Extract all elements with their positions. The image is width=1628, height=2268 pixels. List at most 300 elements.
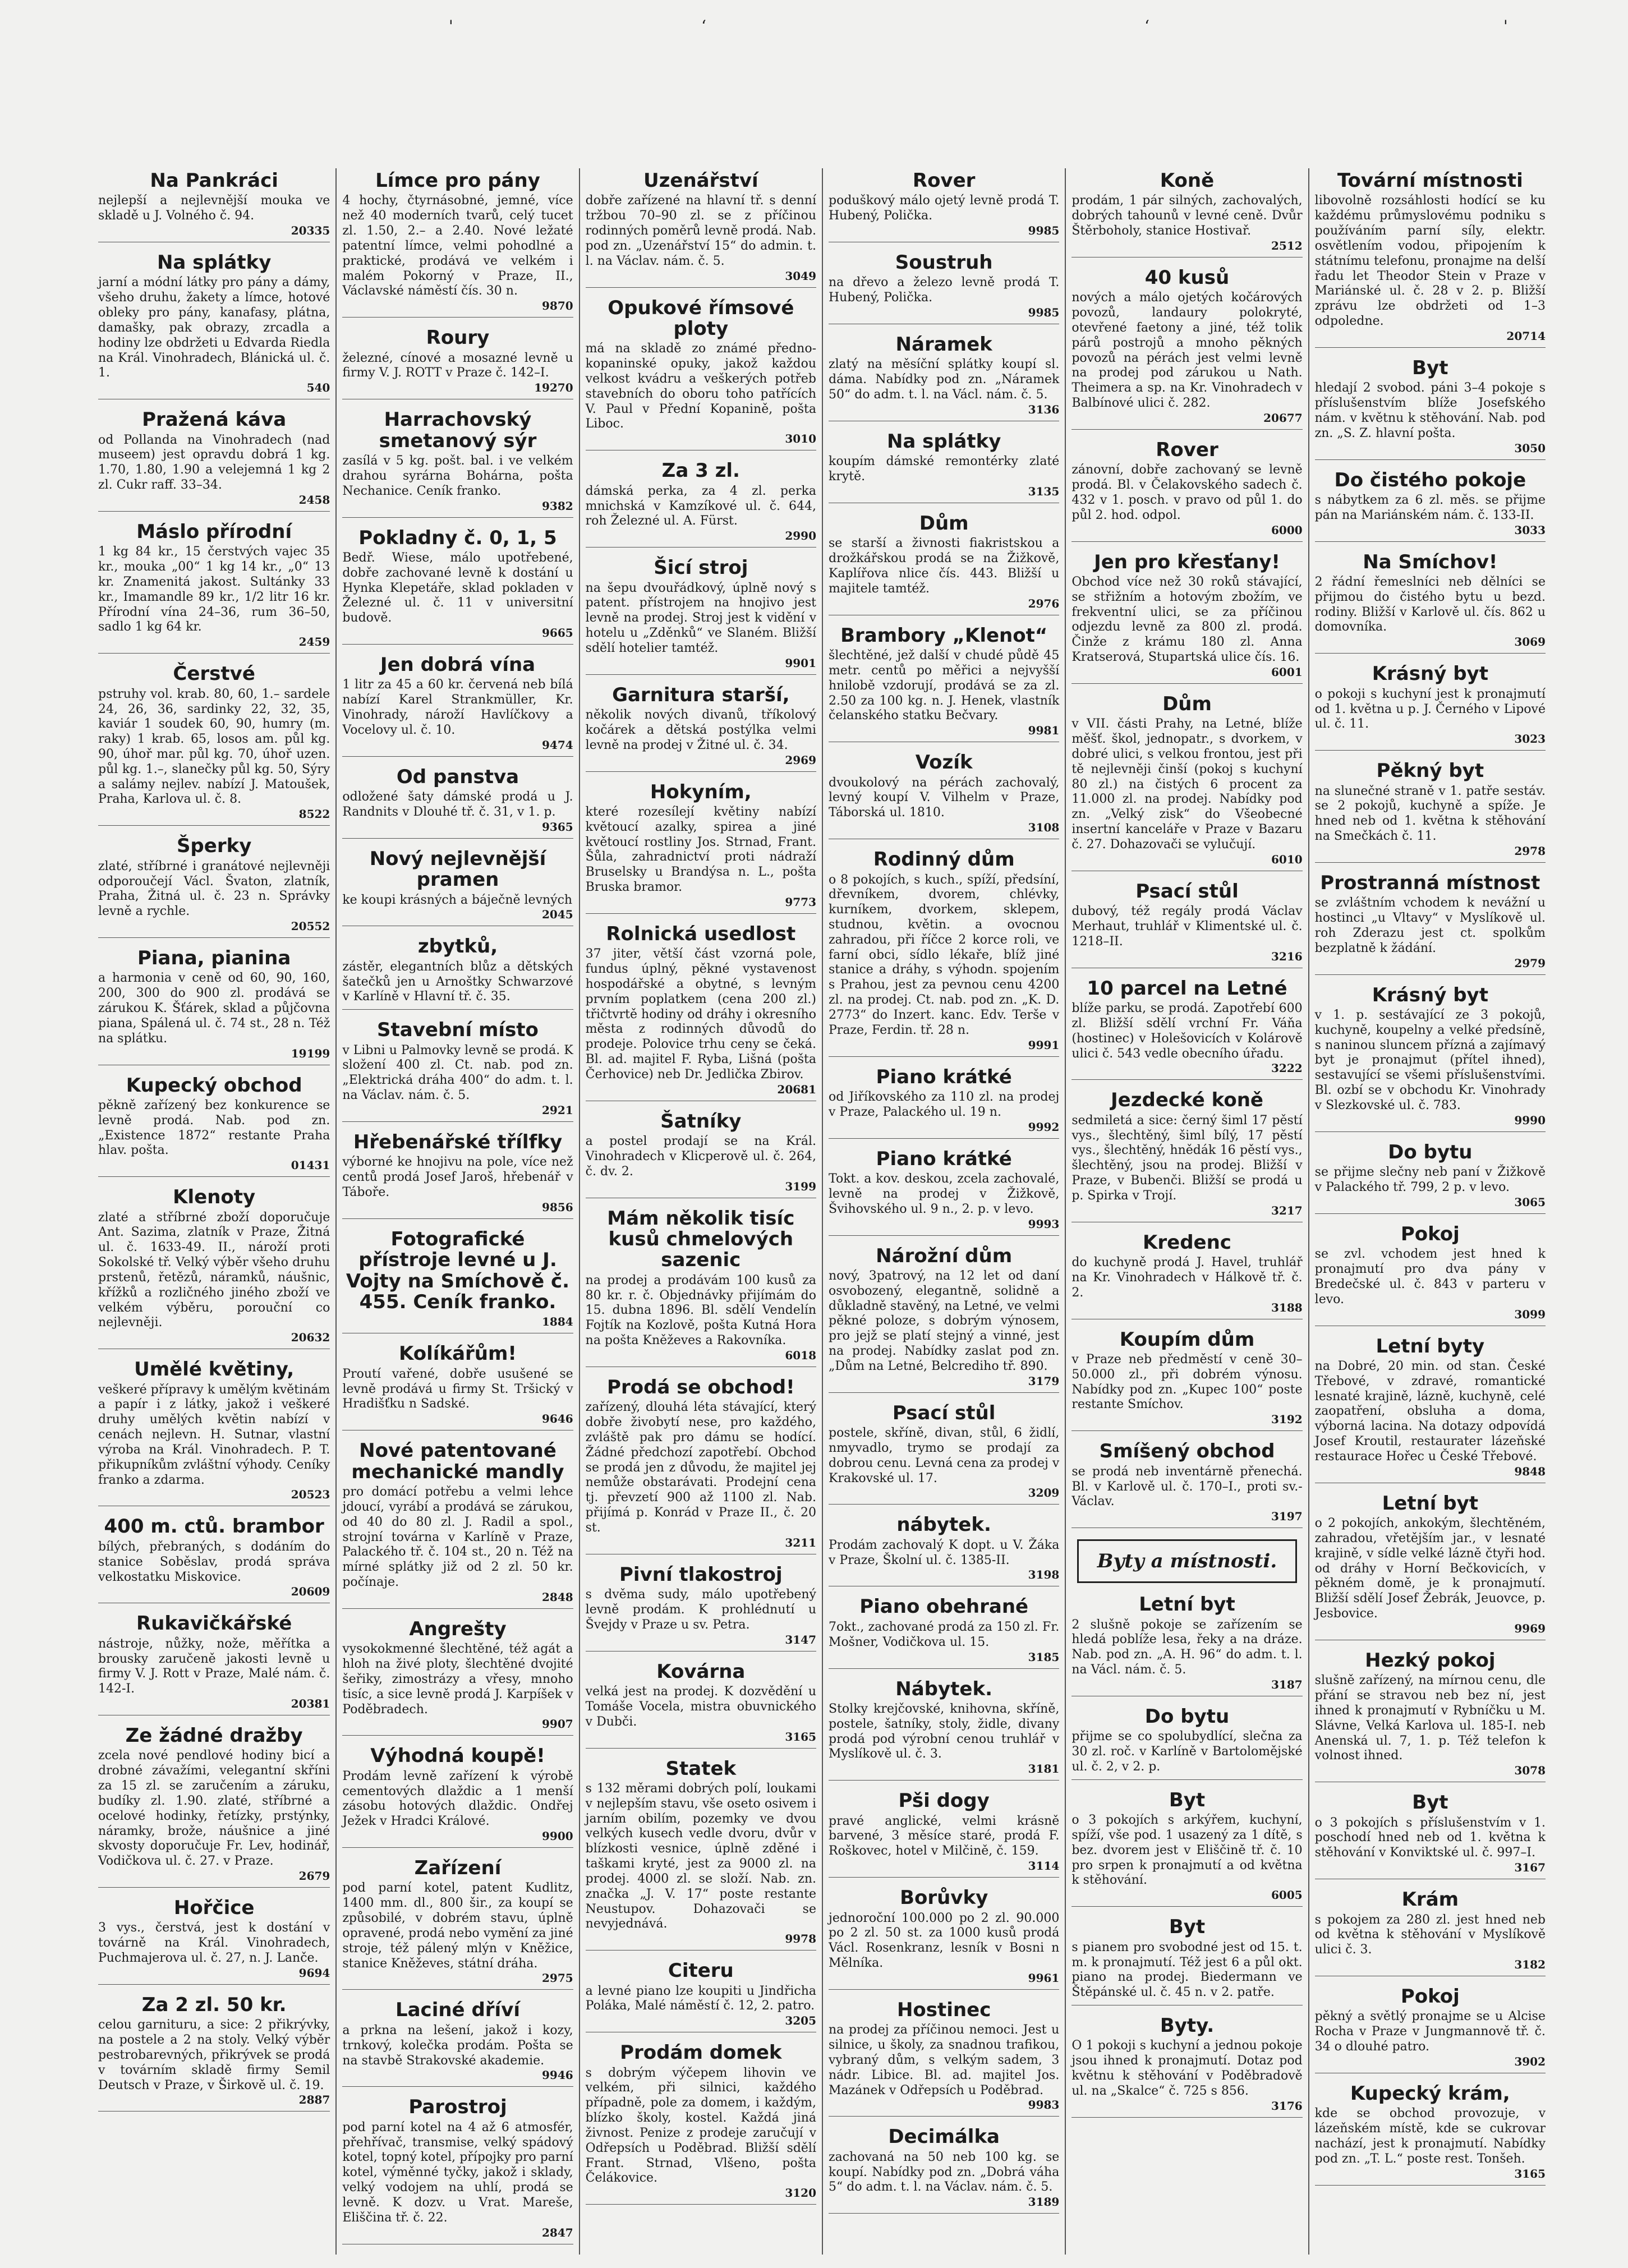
- classified-ad: [829, 1597, 1059, 1668]
- classified-ad: [98, 1726, 330, 1888]
- classified-ad: [1315, 761, 1546, 863]
- ad-text: zlatý na měsíční splátky koupí sl. dáma. Nabídky pod zn. „Náramek 50“ do adm. t. l. na Václ. nám. č. 5.: [829, 357, 1060, 402]
- ad-reference-number: 20523: [291, 1488, 330, 1502]
- classified-ad: [586, 171, 816, 288]
- ad-title: Prodám domek: [620, 2041, 782, 2064]
- classified-ad: [829, 849, 1059, 1057]
- ad-title: Tovární místnosti: [1337, 169, 1523, 192]
- ad-reference-number: 9991: [1028, 1038, 1060, 1052]
- ad-text: Prodám levně zařízení k výrobě cementových dlaždic a 1 menší zásobu hotových dlaždic. Ondřej Ježek v Hradci Králové.: [342, 1769, 573, 1829]
- ad-title: Statek: [665, 1757, 737, 1780]
- ad-reference-number: 2990: [785, 529, 816, 543]
- ad-reference-number: 9961: [1028, 1971, 1060, 1985]
- ad-reference-number: 2979: [1514, 956, 1546, 970]
- ad-reference-number: 9993: [1028, 1217, 1060, 1231]
- ad-text: 37 jiter, větší část vzorná pole, fundus úplný, pěkné vystavenost hospodářské a obytné, s levným prvním poplatkem (cena 200 zl.) třičtvrtě hodiny od dráhy i okresního města z rodinných důvodů do prodeje. Polovice trhu ceny se čeká. Bl. ad. majitel F. Ryba, Lišná (pošta Čerhovice) neb Dr. Jedlička Zbirov.: [585, 947, 816, 1082]
- ad-text: o 3 pokojích s arkýřem, kuchyní, spíží, vše pod. 1 usazený za 1 dítě, s bez. dvorem jest v Eliščině tř. č. 10 pro srpen k pronajmutí a od května k stěhování.: [1071, 1813, 1303, 1888]
- ad-title: Parostroj: [408, 2096, 507, 2119]
- ad-reference-number: 3199: [785, 1179, 816, 1193]
- ad-text: Proutí vařené, dobře usušené se levně prodává u firmy St. Tršický v Hradišťku n Sadské.: [342, 1367, 573, 1411]
- ad-reference-number: 9474: [541, 738, 573, 752]
- ad-reference-number: 20381: [291, 1697, 330, 1711]
- ad-reference-number: 8522: [298, 807, 330, 821]
- classified-ad: [586, 461, 816, 548]
- ad-reference-number: 3209: [1028, 1486, 1060, 1500]
- ad-text: na Dobré, 20 min. od stan. České Třebové, v zdravé, romantické lesnaté krajině, lázně, kuchyně, celé zaopatření, obsluha a doma, výborná lacina. Na dotazy odpovídá Josef Kroutil, restaurater lázeňské restaurace Hořec u České Třebové.: [1314, 1359, 1546, 1464]
- classified-ad: [98, 1516, 330, 1603]
- ad-title: Zařízení: [414, 1857, 502, 1880]
- ad-reference-number: 3181: [1028, 1762, 1060, 1776]
- ad-reference-number: 9382: [541, 499, 573, 513]
- ad-title: Piano krátké: [876, 1065, 1012, 1088]
- ad-title: Za 2 zl. 50 kr.: [141, 1993, 287, 2016]
- ad-reference-number: 6000: [1271, 523, 1303, 537]
- classified-ad: [1071, 440, 1302, 542]
- classified-ad: [342, 655, 573, 757]
- ad-reference-number: 3078: [1514, 1764, 1546, 1778]
- classified-ad: [1315, 1889, 1546, 1976]
- ad-reference-number: 9983: [1028, 2098, 1060, 2112]
- ad-reference-number: 3189: [1028, 2195, 1060, 2209]
- ad-text: pro domácí potřebu a velmi lehce jdoucí, vyrábí a prodává se zárukou, od 40 do 80 zl. J. Radil a spol., strojní továrna v Karlíně v Praze, Palackého tř. č. 104 st., 20 n. Též na mírné splátky již od 2 zl. 50 kr. počínaje.: [342, 1485, 573, 1590]
- ad-text: výborné ke hnojivu na pole, více než centů prodá Josef Jaroš, hřebenář v Táboře.: [342, 1155, 573, 1200]
- ad-reference-number: 3188: [1271, 1300, 1303, 1314]
- ad-reference-number: 3222: [1271, 1061, 1303, 1075]
- ad-text: jarní a módní látky pro pány a dámy, všeho druhu, žakety a límce, hotové obleky pro pány, kanafasy, plátna, damašky, pak obrazy, zrcadla a hodiny lze obdržeti u Edvarda Riedla na Král. Vinohradech, Blánická ul. č. 1.: [98, 275, 330, 380]
- ad-reference-number: 6005: [1271, 1888, 1303, 1902]
- ad-title: Rukavičkářské: [136, 1612, 292, 1635]
- ad-reference-number: 9992: [1028, 1120, 1060, 1134]
- ad-reference-number: 20552: [291, 919, 330, 933]
- classified-ad: [1071, 171, 1302, 257]
- ad-text: pravé anglické, velmi krásně barvené, 3 měsíce staré, prodá F. Roškovec, hotel v Milčině, č. 159.: [829, 1814, 1060, 1858]
- ad-title: Letní byt: [1139, 1593, 1235, 1616]
- ad-title: Vozík: [915, 751, 973, 774]
- ad-title: Rolnická usedlost: [606, 922, 796, 945]
- classified-ad: [1071, 978, 1302, 1080]
- ad-text: se přijme slečny neb paní v Žižkově v Palackého tř. 799, 2 p. v levo.: [1314, 1165, 1546, 1194]
- ad-title: Pivní tlakostroj: [619, 1563, 783, 1586]
- ad-text: veškeré přípravy k umělým květinám a papír i z látky, jakož i veškeré druhy umělých květin nabízí v cenách nejlevn. H. Sutnar, vlastní výroba na Král. Vinohradech. P. T. přikupníkům zvláštní výhody. Ceníky franko a zdarma.: [98, 1382, 330, 1487]
- ad-title: Brambory „Klenot“: [840, 624, 1048, 647]
- ad-text: prodám, 1 pár silných, zachovalých, dobrých tahounů v levné ceně. Dvůr Štěrboholy, stanice Hostivař.: [1071, 194, 1303, 238]
- ad-title: Mám několik tisíc kusů chmelových sazenic: [607, 1207, 795, 1272]
- ad-column: [1308, 168, 1551, 2255]
- ad-title: Byt: [1412, 1791, 1448, 1814]
- classified-ad: [342, 1344, 573, 1430]
- ad-text: s pokojem za 280 zl. jest hned neb od května k stěhování v Myslíkově ulici č. 3.: [1314, 1912, 1546, 1957]
- classified-ad: [1315, 171, 1546, 348]
- classified-ad: [98, 171, 330, 242]
- ad-text: zasílá v 5 kg. pošt. bal. i ve velkém drahou syrárna Bohárna, pošta Nechanice. Ceník franko.: [342, 454, 573, 498]
- ad-text: a harmonia v ceně od 60, 90, 160, 200, 300 do 900 zl. prodává se zárukou K. Šťárek, sklad a půjčovna piana, Spálená ul. č. 74 st., 28 n. Též na splátku.: [98, 971, 330, 1046]
- classified-ad: [829, 171, 1059, 242]
- ad-reference-number: 20677: [1263, 411, 1303, 425]
- classified-ad: [1315, 1986, 1546, 2073]
- classified-ad: [342, 1858, 573, 1990]
- classified-ad: [1071, 694, 1302, 871]
- ad-text: dámská perka, za 4 zl. perka mnichská v Kamzíkové ul. č. 644, roh Železné ul. A. Fürst.: [585, 484, 816, 528]
- ad-title: Šatníky: [660, 1110, 742, 1133]
- classified-ad: [98, 1898, 330, 1985]
- classified-ad: [586, 1961, 816, 2032]
- ad-reference-number: 9900: [541, 1829, 573, 1843]
- ad-column: [1065, 168, 1308, 2255]
- classified-ad: [98, 1613, 330, 1715]
- ad-reference-number: 2045: [541, 908, 573, 922]
- ad-reference-number: 6018: [785, 1348, 816, 1362]
- ad-title: Kupecký obchod: [126, 1074, 302, 1097]
- classified-ad: [98, 522, 330, 654]
- ad-title: Nábytek.: [895, 1677, 993, 1700]
- ad-title: Do čistého pokoje: [1334, 468, 1526, 491]
- classified-ad: [1071, 1790, 1302, 1907]
- ad-text: s nábytkem za 6 zl. měs. se přijme pán na Mariánském nám. č. 133-II.: [1314, 493, 1546, 522]
- ad-title: Nové patentované mechanické mandly: [351, 1439, 564, 1483]
- ad-title: Psací stůl: [892, 1401, 996, 1424]
- classified-ad: [1315, 2083, 1546, 2186]
- ad-title: Hostinec: [896, 1998, 991, 2021]
- classified-ad: [829, 752, 1059, 839]
- ad-reference-number: 3065: [1514, 1195, 1546, 1209]
- classified-ad: [829, 1515, 1059, 1586]
- ad-text: s pianem pro svobodné jest od 15. t. m. k pronajmutí. Též jest 6 a půl okt. piano na prodej. Biedermann ve Štěpánské ul. č. 45 n. v 2. patře.: [1071, 1940, 1303, 2000]
- ad-title: Hořčice: [173, 1897, 255, 1920]
- ad-reference-number: 9985: [1028, 306, 1060, 320]
- ad-reference-number: 9870: [541, 299, 573, 313]
- ad-text: Bedř. Wiese, málo upotřebené, dobře zachované levně k dostání u Hynka Klepetáře, sklad pokladen v Železné ul. č. 11 v universitní budově.: [342, 550, 573, 625]
- ad-reference-number: 3197: [1271, 1510, 1303, 1524]
- ad-column: [579, 168, 822, 2255]
- ad-reference-number: 9856: [541, 1200, 573, 1214]
- ad-text: zánovní, dobře zachovaný se levně prodá. Bl. v Čelakovského sadech č. 432 v 1. posch. v pravo od půl 1. do půl 2. hod. odpol.: [1071, 463, 1303, 522]
- classified-ad: [98, 836, 330, 938]
- classified-ad: [342, 1746, 573, 1848]
- ad-column: [335, 168, 578, 2255]
- classified-ad: [98, 410, 330, 512]
- classified-ad: [829, 1246, 1059, 1393]
- ad-text: na prodej a prodávám 100 kusů za 80 kr. r. č. Objednávky přijímám do 15. dubna 1896. Bl. sdělí Vendelín Fojtík na Kozlově, pošta Kutná Hora na pošta Kněževes a Rakovníka.: [585, 1273, 816, 1348]
- ad-text: se zvláštním vchodem k nevážní u hostinci „u Vltavy“ v Myslíkově ul. roh Zderazu jest ct. spolkům bezplatně k žádání.: [1314, 896, 1546, 955]
- ad-text: dvoukolový na pérách zachovalý, levný koupí V. Vilhelm v Praze, Táborská ul. 1810.: [829, 775, 1060, 820]
- classified-ad: [829, 334, 1059, 421]
- ad-title: Kovárna: [656, 1660, 746, 1683]
- ad-title: 400 m. ctů. brambor: [104, 1515, 324, 1538]
- ad-reference-number: 20632: [291, 1331, 330, 1345]
- classified-ad: [1315, 1224, 1546, 1326]
- ad-reference-number: 2847: [541, 2225, 573, 2239]
- ad-text: a prkna na lešení, jakož i kozy, trnkový, kolečka prodám. Pošta se na stavbě Strakovské akademie.: [342, 2023, 573, 2068]
- ad-reference-number: 9981: [1028, 724, 1060, 738]
- classified-ad: [1315, 470, 1546, 542]
- classified-ad: [342, 1619, 573, 1736]
- ad-text: a levné piano lze koupiti u Jindřicha Poláka, Malé náměstí č. 12, 2. patro.: [585, 1984, 816, 2013]
- classified-ad: [1071, 552, 1302, 684]
- ad-reference-number: 3182: [1514, 1958, 1546, 1971]
- classified-ad: [586, 1111, 816, 1198]
- classified-ad: [1071, 1706, 1302, 1780]
- ad-text: v 1. p. sestávající ze 3 pokojů, kuchyně, koupelny a velké předsíně, s naninou sluncem přízná a zajímavý byt je pronajmut (přítel ihned), sestavující se všemi příslušenstvími. Bl. ozbí se v obchodu Kr. Vinohrady v Slezkovské ul. č. 783.: [1314, 1008, 1546, 1112]
- classified-ad: [586, 1759, 816, 1951]
- ad-reference-number: 9665: [541, 626, 573, 640]
- ad-reference-number: 3205: [785, 2014, 816, 2028]
- ad-text: hledají 2 svobod. páni 3–4 pokoje s příslušenstvím blíže Josefského nám. v květnu k stěhování. Nab. pod zn. „S. Z. hlavní pošta.: [1314, 381, 1546, 440]
- classified-ad: [342, 1132, 573, 1219]
- ad-title: Dům: [919, 512, 969, 535]
- classified-ad: [586, 558, 816, 675]
- ad-text: o 2 pokojích, ankokým, šlechtěném, zahradou, vřetějším jar., v lesnaté krajině, v sídle velké lázně čtyři hod. od dráhy v Horní Bečkovicích, v pěkném domě, je k pronajmutí. Bližší sdělí Josef Žebrák, Jeuovce, p. Jesbovice.: [1314, 1516, 1546, 1621]
- classified-ad: [1315, 1142, 1546, 1214]
- ad-reference-number: 1884: [541, 1315, 573, 1329]
- classified-ad: [829, 431, 1059, 503]
- ad-text: zařízený, dlouhá léta stávající, který dobře živobytí nese, pro každého, zvláště pak pro dámu se hodící. Žádné předchozí zapotřebí. Obchod se prodá jen z důvodu, že majitel jej nemůže obstarávati. Prodejní cena tj. převzetí 900 až 1100 zl. Nab. přijímá p. Konrád v Praze II., č. 20 st.: [585, 1400, 816, 1535]
- ad-text: pod parní kotel na 4 až 6 atmosfér, přehřívač, transmise, velký spádový kotel, topný kotel, přípojky pro parní kotel, výměnné tyčky, jakož i sklady, velký vodojem na uhlí, prodá se levně. K dozv. u Vrat. Mareše, Eliščina tř. č. 22.: [342, 2120, 573, 2225]
- ad-title: Decimálka: [888, 2126, 1000, 2149]
- ad-reference-number: 2848: [541, 1590, 573, 1604]
- classified-ad: [829, 2000, 1059, 2117]
- classified-ad: [586, 924, 816, 1101]
- ad-text: 1 litr za 45 a 60 kr. červená neb bílá nabízí Karel Strankmüller, Kr. Vinohrady, nároží Havlíčkovy a Vocelovy ul. č. 10.: [342, 678, 573, 737]
- ad-reference-number: 2679: [298, 1869, 330, 1883]
- ad-reference-number: 2976: [1028, 596, 1060, 610]
- ad-title: Dům: [1162, 692, 1212, 715]
- ad-title: 10 parcel na Letné: [1087, 977, 1287, 1000]
- ad-text: šlechtěné, jež další v chudé půdě 45 metr. centů po měřici a nejvyšší hnilobě vzdorují, prodává se za zl. 2.50 za 100 kg. n. J. Henek, vlastník čelanského statku Bečvary.: [829, 648, 1060, 723]
- classified-ad: [1315, 985, 1546, 1132]
- classified-ad: [342, 328, 573, 399]
- ad-reference-number: 2512: [1271, 238, 1303, 252]
- classified-ad: [586, 298, 816, 451]
- ad-title: Uzenářství: [643, 169, 758, 192]
- classified-ad: [1071, 2016, 1302, 2118]
- ad-reference-number: 9901: [785, 656, 816, 670]
- ad-reference-number: 9907: [541, 1717, 573, 1731]
- ad-text: velká jest na prodej. K dozvědění u Tomáše Vocela, mistra obuvnického v Dubči.: [585, 1685, 816, 1729]
- ad-title: Letní byty: [1376, 1335, 1485, 1358]
- ad-text: Stolky krejčovské, knihovna, skříně, postele, šatníky, stoly, židle, divany prodá pod výrobní cenou truhlář v Myslíkově ul. č. 3.: [829, 1701, 1060, 1761]
- classified-ad: [98, 1187, 330, 1349]
- ad-title: Hezký pokoj: [1365, 1649, 1496, 1672]
- classified-ad: [98, 1359, 330, 1506]
- ad-reference-number: 3185: [1028, 1650, 1060, 1664]
- ad-title: Od panstva: [396, 765, 519, 788]
- ad-reference-number: 3167: [1514, 1861, 1546, 1875]
- ad-reference-number: 2458: [298, 493, 330, 507]
- classified-ad: [342, 1020, 573, 1122]
- ad-title: Do bytu: [1388, 1140, 1473, 1163]
- ad-title: Psací stůl: [1135, 880, 1239, 903]
- ad-reference-number: 2459: [298, 635, 330, 649]
- ad-title: Náramek: [895, 333, 992, 356]
- ad-title: Soustruh: [895, 251, 993, 274]
- ad-title: Límce pro pány: [375, 169, 540, 192]
- ad-reference-number: 2978: [1514, 844, 1546, 858]
- ad-text: postele, skříně, divan, stůl, 6 židlí, nmyvadlo, trymo se prodají za dobrou cenu. Levná cena za prodej v Krakovské ul. 17.: [829, 1426, 1060, 1485]
- classified-ad: [98, 1995, 330, 2112]
- ad-title: Piano obehrané: [859, 1595, 1029, 1618]
- ad-text: přijme se co spolubydlící, slečna za 30 zl. roč. v Karlíně v Bartolomějské ul. č. 2, v 2. p.: [1071, 1729, 1303, 1774]
- ad-text: O 1 pokoji s kuchyní a jednou pokoje jsou ihned k pronajmutí. Dotaz pod květnu k stěhování v Poděbradově ul. na „Skalce“ č. 725 s 856.: [1071, 2039, 1303, 2098]
- classified-ad: [1071, 881, 1302, 968]
- ad-text: od Jiříkovského za 110 zl. na prodej v Praze, Palackého ul. 19 n.: [829, 1090, 1060, 1119]
- ad-title: Fotografické přístroje levné u J. Vojty na Smíchově č. 455. Ceník franko.: [346, 1227, 570, 1314]
- ad-text: celou garnituru, a sice: 2 přikrývky, na postele a 2 na stoly. Velký výběr pestrobarevných, přikrývek se prodá v továrním skladě firmy Semil Deutsch v Praze, v Širkově ul. č. 19.: [98, 2018, 330, 2092]
- ad-reference-number: 6001: [1271, 665, 1303, 679]
- ad-reference-number: 9848: [1514, 1464, 1546, 1478]
- ad-reference-number: 3033: [1514, 523, 1546, 537]
- ad-reference-number: 3211: [785, 1535, 816, 1549]
- ad-reference-number: 3049: [785, 269, 816, 283]
- ad-text: má na skladě zo známé předno-kopaninské opuky, jakož každou velkost kvádru a veškerých potřeb stavebních do oboru toho patřících V. Paul v Přední Kopanině, pošta Liboc.: [585, 342, 816, 431]
- ad-text: dubový, též regály prodá Václav Merhaut, truhlář v Klimentské ul. č. 1218–II.: [1071, 904, 1303, 949]
- ad-title: Do bytu: [1144, 1705, 1230, 1728]
- classified-ad: [342, 171, 573, 318]
- ad-title: Rover: [1156, 438, 1218, 461]
- ad-reference-number: 3010: [785, 432, 816, 446]
- ad-text: několik nových divanů, tříkolový kočárek a dětská postýlka velmi levně na prodej v Žitné ul. č. 34.: [585, 708, 816, 752]
- ad-text: blíže parku, se prodá. Zapotřebí 600 zl. Bližší sdělí vrchní Fr. Váňa (hostinec) v Holešovicích v Kolárově ulici č. 543 vedle obecního úřadu.: [1071, 1001, 1303, 1061]
- ad-text: Prodám zachovalý K dopt. u V. Žáka v Praze, Školní ul. č. 1385-II.: [829, 1538, 1060, 1567]
- ad-title: Pši dogy: [898, 1789, 990, 1812]
- ad-reference-number: 9773: [785, 895, 816, 909]
- ad-title: Krásný byt: [1372, 663, 1488, 686]
- classified-ad: [342, 2000, 573, 2087]
- ad-reference-number: 3114: [1028, 1859, 1060, 1873]
- ad-title: Šperky: [176, 835, 252, 858]
- ad-text: slušně zařízený, na mírnou cenu, dle přání se stravou neb bez ní, jest ihned k pronajmutí v Rybníčku u M. Slávne, Velká Karlova ul. 185-I. neb Anenská ul. 7, 1. p. Též telefon k volnost ihned.: [1314, 1673, 1546, 1763]
- ad-reference-number: 3069: [1514, 635, 1546, 649]
- ad-text: se starší a živnosti fiakristskou a drožkářskou prodá se na Žižkově, Kaplířova nlice čís. 443. Bližší u majitele tamtéž.: [829, 536, 1060, 596]
- ad-title: Byt: [1169, 1788, 1206, 1811]
- classified-ad: [586, 1208, 816, 1367]
- ad-title: Na splátky: [157, 251, 272, 274]
- ad-title: Koně: [1160, 169, 1215, 192]
- ad-title: Šicí stroj: [654, 556, 748, 579]
- ad-column: [822, 168, 1065, 2255]
- ad-title: Stavební místo: [377, 1019, 539, 1042]
- ad-title: Jen pro křesťany!: [1094, 550, 1280, 573]
- ad-text: nový, 3patrový, na 12 let od daní osvobozený, elegantně, solidně a důkladně stavěný, na Letné, ve velmi pěkné poloze, s dobrým výnosem, pro jejž se platí stejný a vinné, jest na prodej. Nabídky zaslat pod zn. „Dům na Letné, Belcrediho tř. 890.: [829, 1268, 1060, 1373]
- ad-title: Krám: [1401, 1888, 1459, 1911]
- ad-reference-number: 3179: [1028, 1374, 1060, 1388]
- ad-reference-number: 2975: [541, 1971, 573, 1985]
- ad-text: 1 kg 84 kr., 15 čerstvých vajec 35 kr., mouka „00“ 1 kg 14 kr., „0“ 13 kr. Znamenitá jakost. Sultánky 33 kr., Imamandle 89 kr., 1/2 litr 16 kr. Přírodní vína 24–36, rum 36–50, sadlo 1 kg 64 kr.: [98, 545, 330, 634]
- ad-title: Piana, pianina: [137, 947, 291, 970]
- ad-text: v VII. části Prahy, na Letné, blíže měšť. škol, jednopatr., s dvorkem, v dobré ulici, s velkou frontou, jest při tě nejlevněji činší (pokoj s kuchyní 80 zl.) na čistých 6 procent za 11.000 zl. na prodej. Nabídky pod zn. „Velký zisk“ do Všeobecné insertní kanceláře v Praze v Bazaru č. 27. Dohazovači se vylučují.: [1071, 717, 1303, 852]
- ad-text: zlaté, stříbrné i granátové nejlevněji odporoučejí Václ. Švaton, zlatník, Praha, Žitná ul. č. 23 n. Správky levně a rychle.: [98, 859, 330, 919]
- ad-text: o 3 pokojích s příslušenstvím v 1. poschodí hned neb od 1. května k stěhování v Konviktské ul. č. 997–I.: [1314, 1815, 1546, 1860]
- ad-reference-number: 3176: [1271, 2099, 1303, 2113]
- ad-title: Hřebenářské třílfky: [353, 1130, 563, 1153]
- ad-text: se prodá neb inventárně přenechá. Bl. v Karlově ul. č. 170–I., proti sv.-Václav.: [1071, 1464, 1303, 1509]
- classified-ad: [586, 1662, 816, 1749]
- classified-ad: [98, 252, 330, 399]
- classified-ad: [1315, 1650, 1546, 1782]
- page-mark: ': [449, 17, 453, 35]
- ad-text: zachovaná na 50 neb 100 kg. se koupí. Nabídky pod zn. „Dobrá váha 5“ do adm. t. l. na Václav. nám. č. 5.: [829, 2150, 1060, 2195]
- ad-reference-number: 2921: [541, 1103, 573, 1117]
- classified-ad: [342, 849, 573, 927]
- ad-reference-number: 9969: [1514, 1621, 1546, 1635]
- ad-title: Borůvky: [900, 1887, 988, 1910]
- ad-title: Pokoj: [1400, 1985, 1460, 2008]
- ad-title: Garnitura starší,: [612, 683, 790, 706]
- ad-text: 3 vys., čerstvá, jest k dostání v továrně na Král. Vinohradech, Puchmajerova ul. č. 27, n. J. Lanče.: [98, 1921, 330, 1966]
- ad-text: vysokokmenné šlechtěné, též agát a hloh na živé ploty, šlechtěné dvojité šeřiky, zimostrázy a vřesy, mnoho tisíc, a sice levně prodá J. Karpíšek v Poděbradech.: [342, 1642, 573, 1717]
- ad-reference-number: 6010: [1271, 852, 1303, 866]
- ad-text: nejlepší a nejlevnější mouka ve skladě u J. Volného č. 94.: [98, 194, 330, 223]
- ad-title: Na Smíchov!: [1363, 550, 1498, 573]
- ad-reference-number: 9694: [298, 1966, 330, 1980]
- ad-text: na prodej za příčinou nemoci. Jest u silnice, u školy, za snadnou trafikou, vybraný dům, s velkým sadem, 3 nádr. Libice. Bl. ad. majitel Jos. Mazánek v Odřepsích u Poděbrad.: [829, 2023, 1060, 2097]
- ad-title: Citeru: [668, 1959, 734, 1982]
- classified-ad: [342, 528, 573, 645]
- ad-text: které rozesílejí květiny nabízí květoucí azalky, spirea a jiné květoucí rostliny Jos. Strnad, Frant. Šůla, zahradnictví proti nádraží Bruselsky u Brandýsa n. L., pošta Bruska bramor.: [585, 804, 816, 895]
- ad-text: jednoroční 100.000 po 2 zl. 90.000 po 2 zl. 50 st. za 1000 kusů prodá Václ. Rosenkranz, lesník v Bosni n Mělníka.: [829, 1911, 1060, 1970]
- ad-title: Roury: [426, 326, 490, 349]
- classified-ad: [98, 1075, 330, 1177]
- ad-title: Umělé květiny,: [134, 1358, 295, 1381]
- ad-text: zlaté a stříbrné zboží doporučuje Ant. Sazima, zlatník v Praze, Žitná ul. č. 1633-49. II., nároží proti Sokolské tř. Velký výběr všeho druhu prstenů, řetězů, náramků, náušnic, křížků a rozličného jiného zboží ve velkém výběru, porouční co nejlevněji.: [98, 1210, 330, 1330]
- ad-title: Kolíkářům!: [399, 1342, 517, 1365]
- ad-title: 40 kusů: [1144, 266, 1230, 289]
- ad-text: o pokoji s kuchyní jest k pronajmutí od 1. května u p. J. Černého v Lipové ul. č. 11.: [1314, 687, 1546, 732]
- ad-reference-number: 3165: [785, 1729, 816, 1743]
- ad-text: na dřevo a železo levně prodá T. Hubený, Polička.: [829, 275, 1060, 305]
- ad-text: s 132 měrami dobrých polí, loukami v nejlepším stavu, vše oseto osivem i jarním obilím, pozemky ve dvou velkých kusech vedle dvoru, dvůr v blízkosti vesnice, úplně zděné i taškami kryté, jest za 9000 zl. na prodej. 4000 zl. se složí. Nab. zn. značka „J. V. 17“ poste restante Neustupov. Dohazovači se nevyjednává.: [585, 1781, 816, 1931]
- ad-reference-number: 3050: [1514, 441, 1546, 455]
- classified-ad: [342, 2097, 573, 2244]
- ad-title: Byt: [1412, 356, 1448, 379]
- ad-title: Rover: [912, 169, 976, 192]
- classified-ad: [586, 1377, 816, 1554]
- ad-title: Jen dobrá vína: [380, 654, 536, 677]
- classified-ad: [1315, 1336, 1546, 1483]
- ad-text: pstruhy vol. krab. 80, 60, 1.– sardele 24, 26, 36, sardinky 22, 32, 35, kaviár 1 soudek 60, 90, humry (m. raky) 1 krab. 65, losos am. půl kg. 90, úhoř mar. půl kg. 70, úhoř uzen. půl kg. 1.–, slanečky půl kg. 50, Sýry a salámy nejlev. nabízí J. Matoušek, Praha, Karlova ul. č. 8.: [98, 687, 330, 807]
- page-mark: ʻ: [701, 17, 706, 35]
- ad-title: Prodá se obchod!: [607, 1375, 795, 1398]
- classified-ad: [1315, 873, 1546, 975]
- ad-text: sedmiletá a sice: černý šiml 17 pěstí vys., šlechtěný, šiml bílý, 17 pěstí vys., šlechtěný, hnědák 16 pěstí vys., šlechtěný, jsou na prodej. Bližší v Praze, v Bubenči. Bližší se prodá u p. Spirka v Trojí.: [1071, 1113, 1303, 1203]
- ad-reference-number: 540: [306, 381, 330, 395]
- ad-title: Klenoty: [173, 1186, 256, 1209]
- section-heading-box: Byty a místnosti.: [1077, 1539, 1296, 1583]
- classified-ad: [829, 1791, 1059, 1878]
- classified-ad: [586, 685, 816, 772]
- ad-reference-number: 20335: [291, 224, 330, 238]
- ad-reference-number: 3216: [1271, 949, 1303, 963]
- page-mark: ʻ: [1144, 17, 1149, 35]
- classified-ad: [1315, 358, 1546, 460]
- page-mark: ': [1503, 17, 1508, 35]
- ad-title: Máslo přírodní: [136, 520, 292, 543]
- classified-ad: [829, 513, 1059, 615]
- ad-title: Hokyním,: [650, 780, 752, 803]
- ad-reference-number: 3187: [1271, 1677, 1303, 1691]
- ad-reference-number: 9946: [541, 2068, 573, 2082]
- ad-text: nástroje, nůžky, nože, měřítka a brousky zaručeně jakosti levně u firmy V. J. Rott v Praze, Malé nám. č. 142-I.: [98, 1636, 330, 1696]
- ad-text: s dvěma sudy, málo upotřebený levně prodám. K prohlédnutí u Švejdy v Praze u sv. Petra.: [585, 1588, 816, 1632]
- classified-ad: [829, 1149, 1059, 1236]
- ad-title: Letní byt: [1382, 1492, 1479, 1515]
- classified-ad: [1315, 1493, 1546, 1640]
- ad-text: poduškový málo ojetý levně prodá T. Hubený, Polička.: [829, 194, 1060, 223]
- ad-text: Obchod více než 30 roků stávající, se střižním a hotovým zbožím, ve frekventní ulici, se za příčinou odjezdu levně za 800 zl. prodá. Činže z krámu 180 zl. Anna Kratserová, Stupartská ulice čís. 16.: [1071, 574, 1303, 665]
- ad-title: Piano krátké: [876, 1147, 1012, 1170]
- classified-ad: [586, 2042, 816, 2205]
- ad-title: Opukové římsové ploty: [608, 296, 794, 340]
- ad-title: Na Pankráci: [150, 169, 278, 192]
